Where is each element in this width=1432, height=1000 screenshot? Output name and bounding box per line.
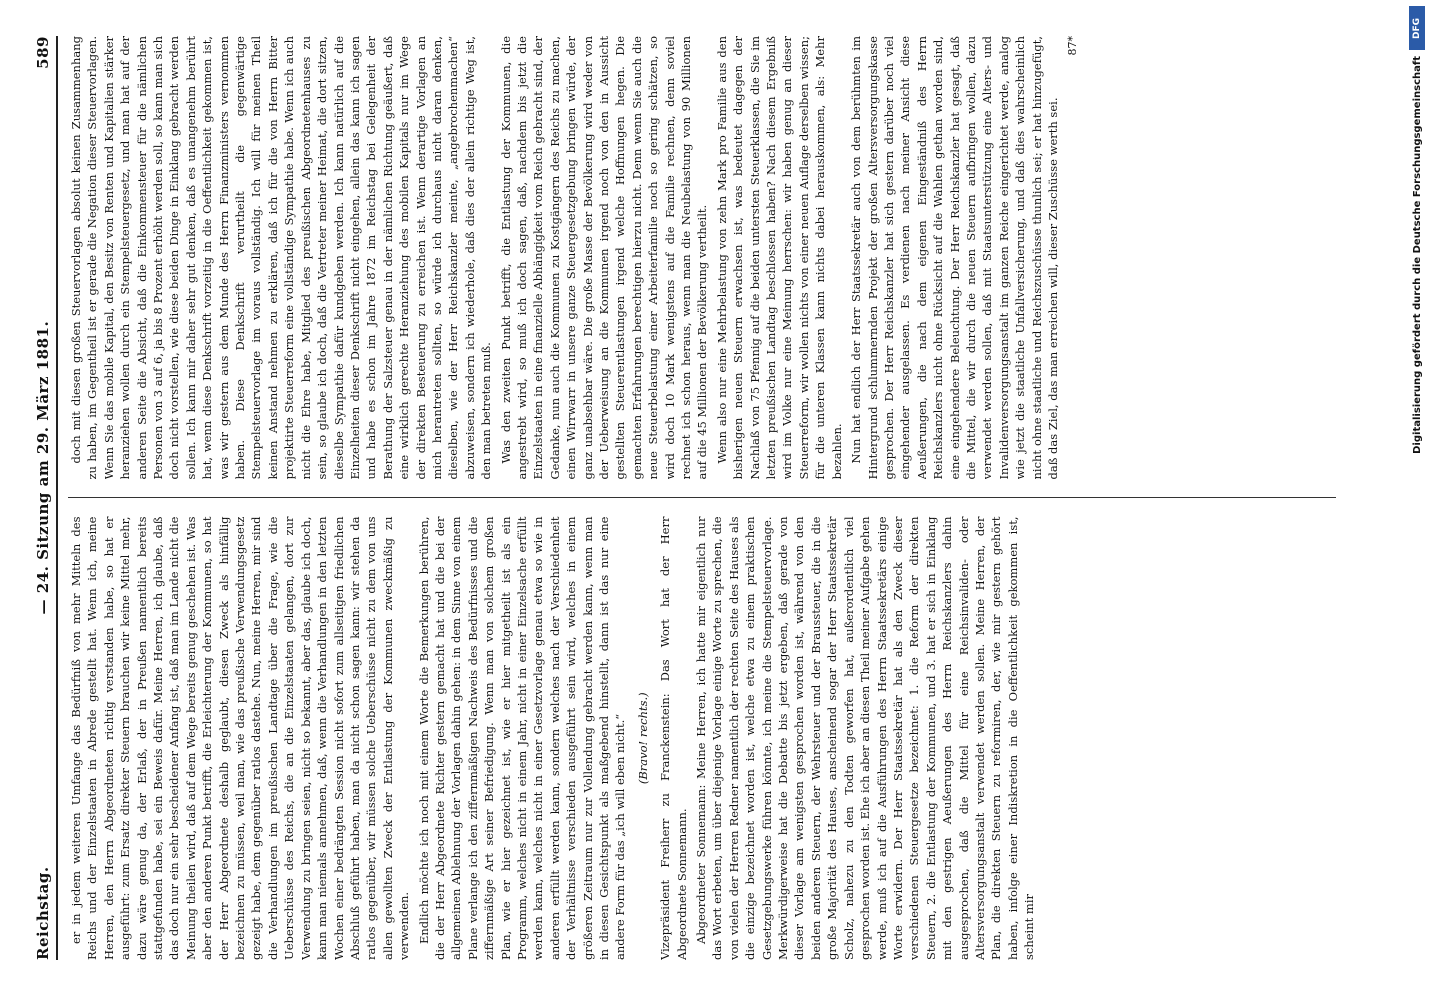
- header-session: — 24. Sitzung am 29. März 1881.: [34, 320, 52, 615]
- paragraph: (Bravo! rechts.): [635, 692, 650, 785]
- dfg-logo: DFG: [1409, 6, 1425, 50]
- column-divider: [68, 498, 1336, 499]
- dfg-credit-text: Digitalisierung gefördert durch die Deutsche Forschungsgemeinschaft: [1411, 56, 1423, 454]
- paragraph: Abgeordneter Sonnemann: Meine Herren, ich hatte mir eigentlich nur das Wort erbeten, um über diejenige Vorlage einige Worte zu sprechen, die von vielen der Herren Redner namentlich der rechten Seite des Hauses als die einzige bezeichnet worden ist, welche etwa zu einem praktischen Gesetzgebungswerke führen könnte, ich meine die Stempelsteuervorlage. Merkwürdigerweise hat die Debatte bis jetzt ergeben, daß gerade von dieser Vorlage am wenigsten gesprochen worden ist, während von den beiden anderen Steuern, der Wehrsteuer und der Braussteuer, die in die große Majorität des Hauses, anscheinend sogar der Herr Staatssekretär Scholz, nahezu zu den Todten geworfen hat, außerordentlich viel gesprochen worden ist. Ehe ich aber an diesen Theil meiner Aufgabe gehen werde, muß ich auf die Ausführungen des Herrn Staatssekretärs einige Worte erwidern. Der Herr Staatssekretär hat als den Zweck dieser verschiedenen Steuergesetze bezeichnet: 1. die Reform der direkten Steuern, 2. die Entlastung der Kommunen, und 3. hat er sich in Einklang mit den gestrigen Aeußerungen des Herrn Reichskanzlers dahin ausgesprochen, daß die Mittel für eine Reichsinvaliden- oder Altersversorgungsanstalt verwendet werden sollen. Meine Herren, der Plan, die direkten Steuern zu reformiren, der, wie mir gestern gehört haben, infolge einer Indiskretion in die Oeffentlichkeit gekommen ist, scheint mir: [694, 516, 1037, 960]
- running-header: [30, 36, 58, 960]
- paragraph: Nun hat endlich der Herr Staatssekretär auch von dem berühmten im Hintergrund schlummernden Projekt der großen Altersversorgungskasse gesprochen. Der Herr Reichskanzler hat sich gestern darüber noch viel eingehender ausgelassen. Es verdienen nach meiner Ansicht diese Aeußerungen, die nach dem eigenen Eingeständniß des Herrn Reichskanzlers nicht ohne Rücksicht auf die Wahlen gethan worden sind, eine eingehendere Beleuchtung. Der Herr Reichskanzler hat gesagt, daß die Mittel, die wir durch die neuen Steuern aufbringen wollen, dazu verwendet werden sollen, daß mit Staatsunterstützung eine Alters- und Invalidenversorgungsanstalt im ganzen Reiche eingerichtet werde, analog wie jetzt die staatliche Unfallversicherung, und daß dies wahrscheinlich nicht ohne staatliche und Reichszuschüsse thunlich sei; er hat hinzugefügt, daß das Ziel, das man erreichen will, dieser Zuschüsse werth sei.: [849, 36, 1060, 480]
- header-title: Reichstag.: [34, 866, 52, 960]
- left-column: [68, 517, 1336, 961]
- paragraph: 87*: [1066, 36, 1080, 56]
- paragraph: Was den zweiten Punkt betrifft, die Entlastung der Kommunen, die angestrebt wird, so muß ich doch sagen, daß, nachdem bis jetzt die Einzelstaaten in eine finanzielle Abhängigkeit vom Reich gebracht sind, der Gedanke, nun auch die Kommunen zu Kostgängern des Reichs zu machen, einen Wirrwarr in unsere ganze Steuergesetzgebung bringen würde, der ganz unabsehbar wäre. Die große Masse der Bevölkerung wird weder von der Ueberweisung an die Kommunen irgend noch von den in Aussicht gestellten Steuerentlastungen irgend welche Hoffnungen hegen. Die gemachten Erfahrungen berechtigen hierzu nicht. Denn wenn Sie auch die neue Steuerbelastung einer Arbeiterfamilie noch so gering schätzen, so wird doch 10 Mark wenigstens auf die Familie rechnen, denn soviel rechnet ich schon heraus, wenn man die Neubelastung von 90 Millionen auf die 45 Millionen der Bevölkerung vertheilt.: [498, 36, 710, 480]
- right-column: [68, 36, 1336, 480]
- paragraph: Vizepräsident Freiherr zu Franckenstein: Das Wort hat der Herr Abgeordnete Sonnemann.: [658, 516, 689, 960]
- dfg-credit: [1406, 6, 1428, 986]
- paragraph: Endlich möchte ich noch mit einem Worte die Bemerkungen berühren, die der Herr Abgeordnete Richter gestern gemacht hat und die bei der allgemeinen Ablehnung der Vorlagen dahin gehen: in dem Sinne von einem Plane verlange ich den ziffernmäßigen Nachweis des Bedürfnisses und die ziffernmäßige Art seiner Befriedigung. Wenn man von solchem großen Plan, wie er hier gezeichnet ist, wie er hier mitgetheilt ist als ein Programm, welches nicht in einem Jahr, nicht in einer Einzelsache erfüllt werden kann, welches nicht in einer Gesetzvorlage genau etwa so wie in anderen erfüllt werden kann, sondern welches nach der Verschiedenheit der Verhältnisse verschieden ausgeführt sein wird, welches in einem größeren Zeitraum nur zur Vollendung gebracht werden kann, wenn man in diesen Gesichtspunkt als maßgebend hinstellt, dann ist das nur eine andere Form für das „ich will eben nicht.“: [416, 516, 628, 960]
- paragraph: doch mit diesen großen Steuervorlagen absolut keinen Zusammenhang zu haben, im Gegentheil ist er gerade die Negation dieser Steuervorlagen. Wenn Sie das mobile Kapital, den Besitz von Renten und Kapitalien stärker heranziehen wollen durch ein Stempelsteuergesetz, und man hat auf der anderen Seite die Absicht, daß die Einkommensteuer für die nämlichen Personen von 3 auf 6, ja bis 8 Prozent erhöht werden soll, so kann man sich doch nicht vorstellen, wie diese beiden Dinge in Einklang gebracht werden sollen. Ich kann mir daher sehr gut denken, daß es unangenehm berührt hat, wenn diese Denkschrift vorzeitig in die Oeffentlichkeit gekommen ist, was wir gestern aus dem Munde des Herrn Finanzministers vernommen haben. Diese Denkschrift verurtheilt die gegenwärtige Stempelsteuervorlage im voraus vollständig. Ich will für meinen Theil keinen Anstand nehmen zu erklären, daß ich für die von Herrn Bitter projektirte Steuerreform eine vollständige Sympathie habe. Wenn ich auch nicht die Ehre habe, Mitglied des preußischen Abgeordnetenhauses zu sein, so glaube ich doch, daß die Vertreter meiner Heimat, die dort sitzen, dieselbe Sympathie dafür kundgeben werden. Ich kann natürlich auf die Einzelheiten dieser Denkschrift nicht eingehen, allein das kann ich sagen und habe es schon im Jahre 1872 im Reichstag bei Gelegenheit der Berathung der Salzsteuer genau in der nämlichen Richtung geäußert, daß eine wirklich gerechte Heranziehung des mobilen Kapitals nur im Wege der direkten Besteuerung zu erreichen ist. Wenn derartige Vorlagen an mich herantreten sollten, so würde ich durchaus nicht daran denken, dieselben, wie der Herr Reichskanzler meinte, „angebrochenmachen“ abzuweisen, sondern ich wiederhole, daß dies der allein richtige Weg ist, den man betreten muß.: [69, 36, 494, 480]
- text-columns: [68, 36, 1336, 960]
- page-number: 589: [34, 36, 52, 69]
- paragraph: er in jedem weiteren Umfange das Bedürfniß von mehr Mitteln des Reichs und der Einzelstaaten in Abrede gestellt hat. Wenn ich, meine Herren, den Herrn Abgeordneten richtig verstanden habe, so hat er ausgeführt: zum Ersatz direkter Steuern brauchen wir keine Mittel mehr, dazu wäre genug da, der Erlaß, der in Preußen namentlich bereits stattgefunden habe, sei ein Beweis dafür. Meine Herren, ich glaube, daß das doch nur ein sehr bescheidener Anfang ist, daß man im Lande nicht die Meinung theilen wird, daß auf dem Wege bereits genug geschehen ist. Was aber den anderen Punkt betrifft, die Erleichterung der Kommunen, so hat der Herr Abgeordnete deshalb geglaubt, diesen Zweck als hinfällig bezeichnen zu müssen, weil man, wie das preußische Verwendungsgesetz gezeigt habe, dem gegenüber ratlos dastehe. Nun, meine Herren, mir sind die Verhandlungen im preußischen Landtage über die Frage, wie die Ueberschüsse des Reichs, die an die Einzelstaaten gelangen, dort zur Verwendung zu bringen seien, nicht so bekannt, aber das, glaube ich doch, kann man niemals annehmen, daß, wenn die Verhandlungen in den letzten Wochen einer bedrängten Session nicht sofort zum allseitigen friedlichen Abschluß geführt haben, man da nicht schon sagen kann: wir stehen da ratlos gegenüber, wir müssen solche Ueberschüsse nicht zu dem von uns allen gewollten Zweck der Entlastung der Kommunen zweckmäßig zu verwenden.: [69, 516, 412, 960]
- paragraph: Wenn also nur eine Mehrbelastung von zehn Mark pro Familie aus den bisherigen neuen Steuern erwachsen ist, was bedeutet dagegen der Nachlaß von 75 Pfennig auf die beiden untersten Steuerklassen, die Sie im letzten preußischen Landtag beschlossen haben? Nach diesem Ergebniß wird im Volke nur eine Meinung herrschen: wir haben genug an dieser Steuerreform, wir wollen nichts von einer neuen Auflage derselben wissen; für die unteren Klassen kann nichts dabei herauskommen, als: Mehr bezahlen.: [714, 36, 844, 480]
